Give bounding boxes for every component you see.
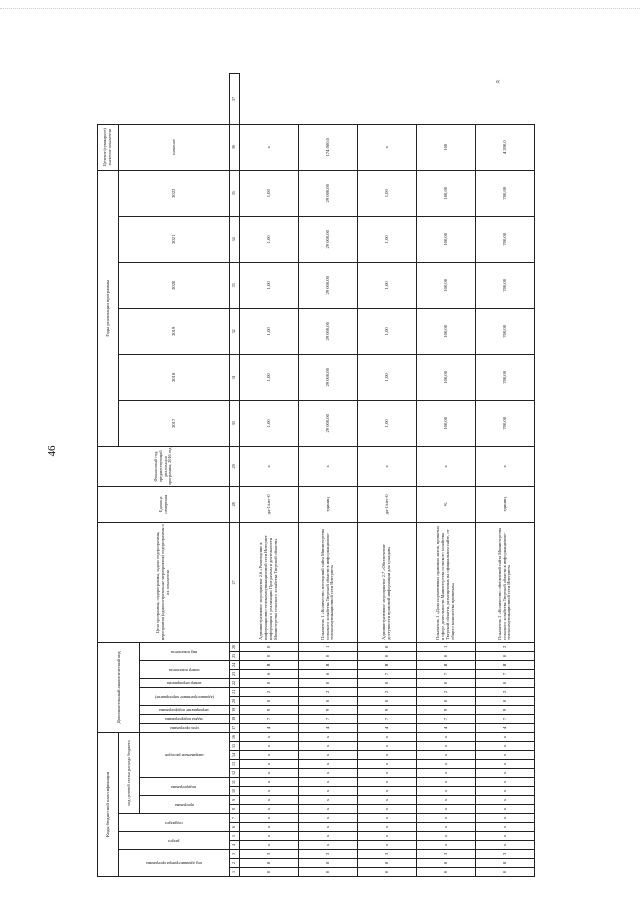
code-cell: х: [417, 823, 476, 832]
row-fin-year: х: [358, 446, 417, 486]
row-target: х: [358, 124, 417, 170]
year-value-2017: 29 000,00: [299, 400, 358, 446]
code-cell: 0: [299, 868, 358, 877]
year-header-5: 2022: [119, 170, 230, 216]
code-cell: х: [417, 769, 476, 778]
code-cell: 7: [476, 714, 535, 723]
code-cell: х: [358, 841, 417, 850]
code-cell: х: [476, 814, 535, 823]
program-table: [97, 73, 535, 877]
column-number-35: 35: [230, 170, 240, 216]
code-cell: х: [476, 778, 535, 787]
year-value-2019: 100,00: [417, 308, 476, 354]
column-number-4: 4: [230, 841, 240, 850]
column-number-37: 37: [230, 74, 240, 125]
row-target: 4 200,0: [476, 124, 535, 170]
row-description: Показатель 1 «Доля нормативных правовых актов, принятых в сфере деятельности Министерства сельского хозяйства Тверской области, размещенных на официальном сайте, от общего количества принятых»: [417, 522, 476, 642]
column-number-15: 15: [230, 742, 240, 751]
year-value-2019: 29 000,00: [299, 308, 358, 354]
code-cell: х: [240, 787, 299, 796]
code-cell: х: [476, 751, 535, 760]
column-number-20: 20: [230, 696, 240, 705]
code-cell: х: [240, 823, 299, 832]
code-cell: 0: [299, 696, 358, 705]
column-number-26: 26: [230, 642, 240, 651]
code-cell: 0: [358, 696, 417, 705]
code-cell: х: [417, 796, 476, 805]
code-cell: х: [240, 769, 299, 778]
row-fin-year: х: [476, 446, 535, 486]
column-number-28: 28: [230, 486, 240, 522]
row-unit: единиц: [299, 486, 358, 522]
scan-noise-line: [0, 0, 640, 9]
code-cell: 3: [240, 850, 299, 859]
code-cell: 0: [476, 696, 535, 705]
header-subprogram-text: подпрограмма: [171, 784, 197, 790]
code-cell: 6: [240, 669, 299, 678]
code-cell: 0: [476, 678, 535, 687]
row-fin-year: х: [299, 446, 358, 486]
column-number-12: 12: [230, 769, 240, 778]
code-cell: 0: [476, 651, 535, 660]
column-number-8: 8: [230, 805, 240, 814]
column-number-18: 18: [230, 714, 240, 723]
year-value-2021: 29 000,00: [299, 216, 358, 262]
code-cell: 9: [476, 705, 535, 714]
code-cell: х: [358, 823, 417, 832]
code-cell: х: [299, 823, 358, 832]
code-cell: 2: [299, 687, 358, 696]
header-kind-text: вид показателя: [170, 649, 197, 655]
code-cell: Я: [299, 660, 358, 669]
code-cell: 7: [358, 714, 417, 723]
code-cell: х: [299, 796, 358, 805]
code-cell: 7: [417, 714, 476, 723]
header-section-text: раздел: [167, 838, 180, 844]
year-value-2021: 100,00: [417, 216, 476, 262]
column-number-31: 31: [230, 354, 240, 400]
code-cell: 0: [358, 868, 417, 877]
year-value-2018: 700,00: [476, 354, 535, 400]
row-target: 100: [417, 124, 476, 170]
year-value-2019: 700,00: [476, 308, 535, 354]
code-cell: 0: [358, 651, 417, 660]
code-cell: х: [240, 832, 299, 841]
header-type-text: (административное мероприятие): [154, 694, 214, 700]
code-cell: х: [299, 841, 358, 850]
year-value-2018: 1,00: [358, 354, 417, 400]
code-cell: 0: [417, 651, 476, 660]
column-number-22: 22: [230, 678, 240, 687]
header-admin-code: [119, 850, 230, 877]
year-value-2021: 700,00: [476, 216, 535, 262]
header-unit: Единица измерения: [98, 486, 230, 522]
header-program-text: программа: [174, 802, 194, 808]
column-number-3: 3: [230, 850, 240, 859]
code-cell: 2: [240, 687, 299, 696]
column-number-7: 7: [230, 814, 240, 823]
year-header-3: 2020: [119, 262, 230, 308]
code-cell: 9: [299, 705, 358, 714]
header-subsection-text: подраздел: [164, 820, 183, 826]
column-number-29: 29: [230, 446, 240, 486]
year-header-0: 2017: [119, 400, 230, 446]
code-cell: 1: [299, 642, 358, 651]
code-cell: х: [299, 769, 358, 778]
code-cell: 0: [417, 868, 476, 877]
year-value-2017: 700,00: [476, 400, 535, 446]
column-number-13: 13: [230, 760, 240, 769]
header-activity: [140, 705, 230, 714]
code-cell: х: [240, 732, 299, 741]
code-cell: х: [417, 832, 476, 841]
code-cell: 9: [240, 705, 299, 714]
code-cell: х: [358, 778, 417, 787]
header-subsection: [119, 814, 230, 832]
code-cell: х: [476, 832, 535, 841]
code-cell: х: [299, 732, 358, 741]
row-unit: единиц: [476, 486, 535, 522]
header-activity-text: мероприятие подпрограммы: [159, 708, 209, 714]
table-row: [299, 74, 358, 877]
column-number-17: 17: [230, 723, 240, 732]
header-fin-year: Финансовый год, предшествующий реализации программы, 2016 год: [98, 446, 230, 486]
code-cell: х: [476, 760, 535, 769]
code-cell: 3: [299, 850, 358, 859]
year-value-2020: 700,00: [476, 262, 535, 308]
code-cell: 7: [417, 669, 476, 678]
code-cell: 8: [240, 859, 299, 868]
row-unit: %: [417, 486, 476, 522]
code-cell: 9: [358, 705, 417, 714]
code-cell: х: [240, 751, 299, 760]
code-cell: 2: [476, 642, 535, 651]
year-value-2020: 29 000,00: [299, 262, 358, 308]
code-cell: Я: [240, 660, 299, 669]
column-number-36: 36: [230, 124, 240, 170]
code-cell: 0: [240, 868, 299, 877]
code-cell: х: [417, 742, 476, 751]
year-value-2022: 100,00: [417, 170, 476, 216]
year-value-2019: 1,00: [358, 308, 417, 354]
code-cell: Я: [358, 660, 417, 669]
year-header-1: 2018: [119, 354, 230, 400]
year-value-2021: 1,00: [240, 216, 299, 262]
column-number-25: 25: [230, 651, 240, 660]
code-cell: 2: [358, 687, 417, 696]
code-cell: 6: [299, 669, 358, 678]
table-row: [417, 74, 476, 877]
code-cell: х: [240, 760, 299, 769]
column-number-30: 30: [230, 400, 240, 446]
column-number-14: 14: [230, 751, 240, 760]
code-cell: х: [476, 742, 535, 751]
column-number-16: 16: [230, 732, 240, 741]
column-number-11: 11: [230, 778, 240, 787]
year-value-2022: 1,00: [240, 170, 299, 216]
header-target: Целевое (суммарное) значение показателя: [98, 124, 119, 170]
code-cell: 4: [240, 723, 299, 732]
rotated-table-container: [97, 73, 512, 877]
code-cell: х: [358, 751, 417, 760]
code-cell: х: [358, 742, 417, 751]
year-value-2017: 1,00: [358, 400, 417, 446]
code-cell: Я: [476, 660, 535, 669]
year-value-2021: 1,00: [358, 216, 417, 262]
year-value-2018: 1,00: [240, 354, 299, 400]
header-section: [119, 832, 230, 850]
code-cell: 2: [476, 687, 535, 696]
header-task-text: задача подпрограммы: [164, 717, 203, 723]
header-program: [140, 796, 230, 814]
code-cell: х: [417, 814, 476, 823]
code-cell: х: [417, 805, 476, 814]
code-cell: 3: [358, 850, 417, 859]
header-indicator_num-text: номер показателя: [168, 667, 200, 673]
table-row: [476, 74, 535, 877]
page-number: 46: [46, 445, 58, 457]
column-number-9: 9: [230, 796, 240, 805]
year-value-2020: 1,00: [358, 262, 417, 308]
code-cell: Я: [417, 660, 476, 669]
header-admin-code-text: код администратора программы: [145, 861, 202, 867]
code-cell: х: [476, 841, 535, 850]
code-cell: х: [299, 760, 358, 769]
code-cell: х: [299, 787, 358, 796]
corner-mark: «: [495, 76, 500, 86]
code-cell: 0: [358, 678, 417, 687]
header-years-group: Годы реализации программы: [98, 170, 119, 446]
code-cell: х: [417, 841, 476, 850]
header-target-value: значение: [119, 124, 230, 170]
code-cell: х: [299, 814, 358, 823]
row-description: Показатель 2 «Количество обновлений сайта Министерства сельского хозяйства Тверской области в информационно-телекоммуникационной сети Интернет»: [476, 522, 535, 642]
header-additional-code: Дополнительный аналитический код: [98, 642, 140, 732]
code-cell: 7: [358, 669, 417, 678]
row-target: х: [240, 124, 299, 170]
code-cell: х: [358, 787, 417, 796]
code-cell: 7: [476, 669, 535, 678]
code-cell: х: [299, 751, 358, 760]
code-cell: 0: [476, 868, 535, 877]
column-number-1: 1: [230, 868, 240, 877]
year-value-2017: 1,00: [240, 400, 299, 446]
code-cell: 4: [476, 723, 535, 732]
code-cell: х: [240, 778, 299, 787]
code-cell: 7: [240, 714, 299, 723]
table-row: [240, 74, 299, 877]
year-value-2022: 700,00: [476, 170, 535, 216]
code-cell: 0: [299, 651, 358, 660]
header-number-text: номер мероприятия: [166, 681, 202, 687]
year-value-2018: 29 000,00: [299, 354, 358, 400]
header-type: [140, 687, 230, 705]
header-task: [140, 714, 230, 723]
header-expense-code: код целевой статьи расхода бюджета: [119, 732, 140, 813]
year-value-2022: 1,00: [358, 170, 417, 216]
code-cell: х: [299, 805, 358, 814]
year-header-2: 2019: [119, 308, 230, 354]
year-value-2018: 100,00: [417, 354, 476, 400]
column-number-32: 32: [230, 308, 240, 354]
code-cell: 8: [358, 859, 417, 868]
header-indicator_num: [140, 660, 230, 678]
year-value-2020: 1,00: [240, 262, 299, 308]
code-cell: х: [358, 796, 417, 805]
code-cell: х: [476, 796, 535, 805]
column-number-34: 34: [230, 216, 240, 262]
code-cell: х: [240, 841, 299, 850]
code-cell: х: [476, 769, 535, 778]
code-cell: 8: [417, 859, 476, 868]
code-cell: х: [417, 778, 476, 787]
code-cell: х: [358, 814, 417, 823]
code-cell: 0: [240, 651, 299, 660]
code-cell: х: [299, 832, 358, 841]
year-value-2017: 100,00: [417, 400, 476, 446]
header-number: [140, 678, 230, 687]
code-cell: х: [417, 760, 476, 769]
row-unit: да-1/нет-0: [358, 486, 417, 522]
code-cell: х: [358, 760, 417, 769]
code-cell: х: [299, 742, 358, 751]
code-cell: х: [476, 805, 535, 814]
code-cell: х: [358, 732, 417, 741]
column-number-27: 27: [230, 522, 240, 642]
code-cell: х: [240, 805, 299, 814]
code-cell: 8: [299, 859, 358, 868]
column-number-33: 33: [230, 262, 240, 308]
column-number-5: 5: [230, 832, 240, 841]
code-cell: 3: [417, 850, 476, 859]
code-cell: 0: [358, 642, 417, 651]
year-value-2022: 29 000,00: [299, 170, 358, 216]
header-goals: Цели программы, подпрограммы, задачи подпрограммы, мероприятия (административные мероприятия) подпрограммы и их показатели: [98, 522, 230, 642]
code-cell: х: [358, 769, 417, 778]
code-cell: х: [240, 814, 299, 823]
code-cell: х: [417, 787, 476, 796]
code-cell: 4: [299, 723, 358, 732]
year-value-2019: 1,00: [240, 308, 299, 354]
code-cell: 2: [417, 687, 476, 696]
code-cell: х: [476, 732, 535, 741]
row-unit: да-1/нет-0: [240, 486, 299, 522]
header-budget-codes: Коды бюджетной классификации: [98, 732, 119, 876]
column-number-6: 6: [230, 823, 240, 832]
year-value-2020: 100,00: [417, 262, 476, 308]
code-cell: х: [299, 778, 358, 787]
code-cell: 0: [417, 678, 476, 687]
row-description: Административное мероприятие 2.6 «Размещение в информационно-телекоммуникационной сети Интернет информации о реализации Программы в деятельности Министерства сельского хозяйства Тверской области»: [240, 522, 299, 642]
header-direction: [140, 732, 230, 777]
code-cell: 1: [417, 642, 476, 651]
code-cell: х: [358, 805, 417, 814]
table-row: [358, 74, 417, 877]
code-cell: 9: [417, 705, 476, 714]
code-cell: 0: [240, 696, 299, 705]
code-cell: х: [240, 796, 299, 805]
row-fin-year: х: [417, 446, 476, 486]
column-number-23: 23: [230, 669, 240, 678]
code-cell: 0: [299, 678, 358, 687]
year-header-4: 2021: [119, 216, 230, 262]
row-target: 174 000,0: [299, 124, 358, 170]
code-cell: х: [476, 823, 535, 832]
row-description: Административное мероприятие 2.7 «Обеспечение доступности правовой информации для граждан»: [358, 522, 417, 642]
code-cell: 8: [476, 859, 535, 868]
code-cell: 7: [299, 714, 358, 723]
code-cell: 4: [417, 723, 476, 732]
header-goal: [140, 723, 230, 732]
code-cell: 0: [240, 642, 299, 651]
header-subprogram: [140, 778, 230, 796]
code-cell: 3: [476, 850, 535, 859]
code-cell: 0: [417, 696, 476, 705]
header-direction-text: направление расходов: [164, 753, 204, 759]
column-number-10: 10: [230, 787, 240, 796]
column-number-2: 2: [230, 859, 240, 868]
header-kind: [140, 642, 230, 660]
row-fin-year: х: [240, 446, 299, 486]
column-number-21: 21: [230, 687, 240, 696]
row-description: Показатель 1 «Количество посещений сайта Министерства сельского хозяйства Тверской области в информационно-телекоммуникационной сети Интернет»: [299, 522, 358, 642]
column-number-24: 24: [230, 660, 240, 669]
code-cell: 4: [358, 723, 417, 732]
column-number-19: 19: [230, 705, 240, 714]
code-cell: 0: [240, 678, 299, 687]
code-cell: х: [240, 742, 299, 751]
code-cell: х: [417, 751, 476, 760]
code-cell: х: [476, 787, 535, 796]
header-goal-text: цель программы: [169, 726, 199, 732]
code-cell: х: [417, 732, 476, 741]
code-cell: х: [358, 832, 417, 841]
